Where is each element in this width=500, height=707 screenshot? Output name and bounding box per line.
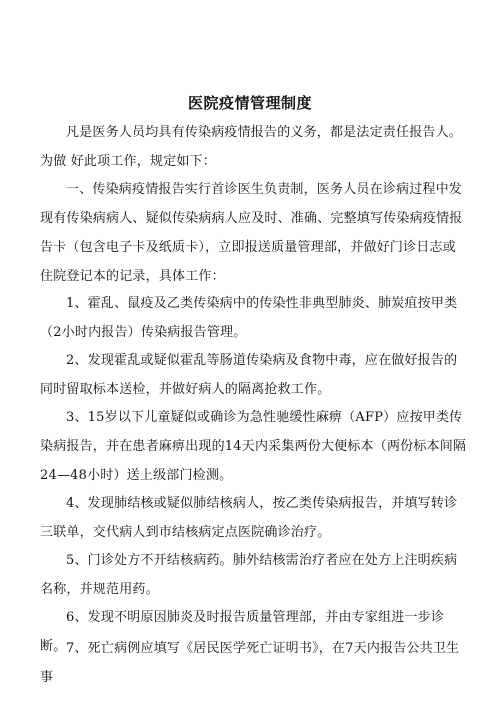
rule-5-paragraph: 5、门诊处方不开结核病药。肺外结核需治疗者应在处方上注明疾病名称，并规范用药。 [40, 553, 458, 597]
document-title: 医院疫情管理制度 [187, 94, 312, 112]
rule-6-paragraph: 6、发现不明原因肺炎及时报告质量管理部，并由专家组进一步诊断。 [40, 610, 445, 654]
rule-1-paragraph: 1、霍乱、鼠疫及乙类传染病中的传染性非典型肺炎、肺炭疽按甲类（2小时内报告）传染病报告管理。 [40, 296, 458, 340]
intro-paragraph: 凡是医务人员均具有传染病疫情报告的义务，都是法定责任报告人。为做 好此项工作，规定如下： [40, 125, 463, 169]
rule-4-paragraph: 4、发现肺结核或疑似肺结核病人，按乙类传染病报告，并填写转诊三联单，交代病人到市结核病定点医院确诊治疗。 [40, 496, 458, 540]
rule-3-paragraph: 3、15岁以下儿童疑似或确诊为急性驰缓性麻痹（AFP）应按甲类传染病报告，并在患者麻痹出现的14天内采集两份大便标本（两份标本间隔24—48小时）送上级部门检测。 [40, 410, 467, 483]
rule-2-paragraph: 2、发现霍乱或疑似霍乱等肠道传染病及食物中毒，应在做好报告的同时留取标本送检，并做好病人的隔离抢救工作。 [40, 353, 458, 397]
rule-7-paragraph: 7、死亡病例应填写《居民医学死亡证明书》，在7天内报告公共卫生事 [40, 641, 460, 685]
section-one-paragraph: 一、传染病疫情报告实行首诊医生负责制，医务人员在诊病过程中发现有传染病病人、疑似传染病病人应及时、准确、完整填写传染病疫情报告卡（包含电子卡及纸质卡），立即报送质量管理部，并做好门诊日志或住院登记本的记录，具体工作： [40, 182, 463, 284]
